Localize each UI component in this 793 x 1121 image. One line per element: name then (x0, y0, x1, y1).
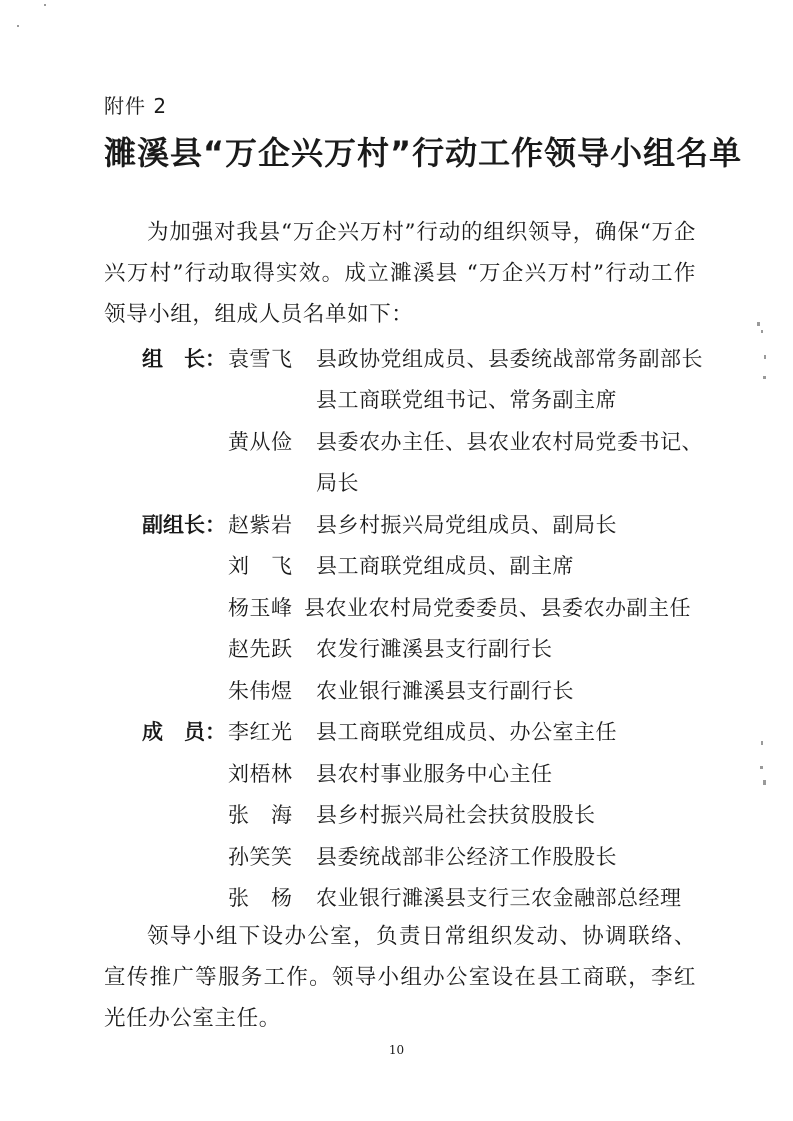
member-name: 刘梧林 (228, 762, 293, 786)
member-duty: 县委统战部非公经济工作股股长 (316, 845, 617, 869)
scan-speck (44, 4, 46, 6)
role-label-members: 成 员： (142, 720, 226, 744)
scan-speck (761, 330, 763, 333)
member-duty-continued: 局长 (316, 471, 359, 495)
page-number: 10 (388, 1043, 405, 1057)
intro-paragraph: 为加强对我县“万企兴万村”行动的组织领导，确保“万企兴万村”行动取得实效。成立濉溪县 “万企兴万村”行动工作领导小组，组成人员名单如下： (104, 220, 696, 327)
scan-speck (761, 741, 763, 745)
scan-speck (760, 766, 763, 769)
member-name: 杨玉峰 (228, 596, 293, 620)
member-duty: 农业银行濉溪县支行副行长 (316, 679, 574, 703)
scan-speck (763, 780, 766, 785)
member-duty: 县工商联党组成员、副主席 (316, 554, 574, 578)
member-duty: 县农业农村局党委委员、县委农办副主任 (304, 596, 691, 620)
member-name: 张 杨 (228, 886, 293, 910)
member-name: 李红光 (228, 720, 293, 744)
role-label-leader: 组 长： (142, 347, 226, 371)
scan-speck (763, 376, 766, 379)
member-duty: 县委农办主任、县农业农村局党委书记、 (316, 430, 703, 454)
scan-speck (764, 355, 766, 359)
member-duty: 县农村事业服务中心主任 (316, 762, 553, 786)
member-duty-continued: 县工商联党组书记、常务副主席 (316, 388, 617, 412)
member-duty: 农业银行濉溪县支行三农金融部总经理 (316, 886, 682, 910)
member-name: 朱伟煜 (228, 679, 293, 703)
member-duty: 县工商联党组成员、办公室主任 (316, 720, 617, 744)
member-name: 刘 飞 (228, 554, 293, 578)
member-duty: 县政协党组成员、县委统战部常务副部长 (316, 347, 703, 371)
scan-speck (17, 25, 19, 27)
role-label-deputy: 副组长： (142, 513, 226, 537)
member-duty: 县乡村振兴局党组成员、副局长 (316, 513, 617, 537)
member-name: 赵紫岩 (228, 513, 293, 537)
member-duty: 县乡村振兴局社会扶贫股股长 (316, 803, 596, 827)
page-title: 濉溪县“万企兴万村”行动工作领导小组名单 (104, 134, 743, 172)
attachment-label: 附件 2 (104, 94, 168, 118)
scan-speck (757, 322, 760, 326)
member-name: 黄从俭 (228, 430, 293, 454)
closing-paragraph: 领导小组下设办公室，负责日常组织发动、协调联络、宣传推广等服务工作。领导小组办公室设在县工商联，李红光任办公室主任。 (104, 924, 696, 1031)
member-name: 袁雪飞 (228, 347, 293, 371)
member-name: 孙笑笑 (228, 845, 293, 869)
member-name: 赵先跃 (228, 637, 293, 661)
member-duty: 农发行濉溪县支行副行长 (316, 637, 553, 661)
member-name: 张 海 (228, 803, 293, 827)
